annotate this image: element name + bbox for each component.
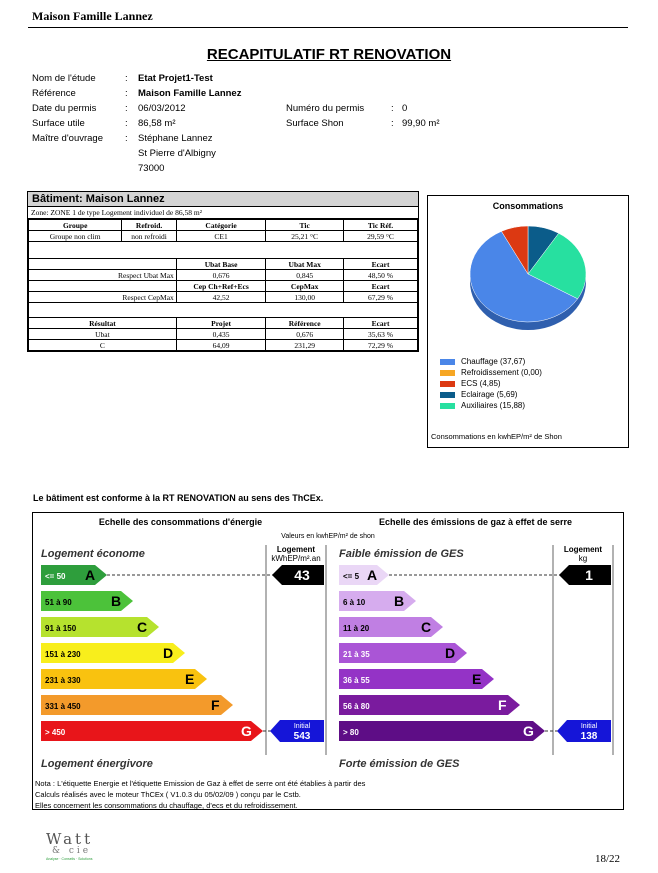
cell-label: Respect Ubat Max — [29, 270, 177, 281]
rating-range: 36 à 55 — [343, 676, 370, 685]
shon-label: Surface Shon — [286, 118, 344, 129]
rating-range: 51 à 90 — [45, 598, 72, 607]
date-value: 06/03/2012 — [138, 103, 186, 114]
rating-range: 56 à 80 — [343, 702, 370, 711]
scale-bottom-label: Logement énergivore — [41, 758, 153, 770]
labels-panel — [32, 512, 624, 810]
th-ecart: Ecart — [344, 259, 418, 270]
rating-letter: G — [241, 723, 252, 739]
logo-line2: & cie — [52, 846, 92, 856]
surf-value: 86,58 m² — [138, 118, 176, 129]
rating-letter: F — [498, 697, 507, 713]
rating-range: > 80 — [343, 728, 359, 737]
legend-label: Chauffage (37,67) — [461, 357, 526, 366]
batiment-table — [27, 191, 419, 352]
cell: 42,52 — [176, 292, 265, 303]
rating-scales — [33, 543, 623, 775]
units-label: Valeurs en kwhEP/m² de shon — [281, 533, 375, 540]
conformity-statement: Le bâtiment est conforme à la RT RENOVATION au sens des ThCEx. — [33, 493, 324, 503]
rating-letter: A — [85, 567, 96, 583]
rating-letter: D — [163, 645, 174, 661]
scale-top-label: Logement économe — [41, 548, 145, 560]
surf-label: Surface utile — [32, 118, 85, 129]
ref-label: Référence — [32, 88, 76, 99]
cell: C — [29, 340, 177, 351]
chart-legend — [440, 356, 542, 411]
spacer-row — [29, 242, 418, 259]
cell: 64,09 — [176, 340, 265, 351]
current-value: 1 — [585, 567, 593, 583]
th-ubat-base: Ubat Base — [176, 259, 265, 270]
cell: Ubat — [29, 329, 177, 340]
initial-label: Initial — [580, 723, 598, 730]
date-label: Date du permis — [32, 103, 97, 114]
th-refroid: Refroid. — [122, 220, 176, 231]
rating-letter: F — [211, 697, 220, 713]
rating-letter: C — [137, 619, 148, 635]
footnote — [35, 778, 365, 811]
th-reference: Référence — [266, 318, 344, 329]
cell: 35,63 % — [344, 329, 418, 340]
cell — [29, 281, 177, 292]
th-ecart: Ecart — [344, 281, 418, 292]
legend-label: Eclairage (5,69) — [461, 390, 518, 399]
col-head1: Logement — [276, 545, 316, 554]
sep: : — [125, 73, 128, 84]
footnote-line2: Calculs réalisés avec le moteur ThCEx ( V1.0.3 du 05/02/09 ) conçu par le Cstb. — [35, 790, 301, 799]
th-projet: Projet — [176, 318, 265, 329]
chart-note: Consommations en kwhEP/m² de Shon — [431, 432, 562, 441]
footnote-line1: Nota : L'étiquette Energie et l'étiquette Emission de Gaz à effet de serre ont été établies à partir des — [35, 779, 366, 788]
rating-range: <= 5 — [343, 572, 360, 581]
legend-swatch — [440, 403, 455, 409]
legend-swatch — [440, 359, 455, 365]
cell: 0,845 — [266, 270, 344, 281]
rating-letter: E — [185, 671, 195, 687]
pie-chart — [428, 214, 628, 364]
legend-swatch — [440, 392, 455, 398]
cell: 72,29 % — [344, 340, 418, 351]
logo-tagline: Analyse · Conseils · Solutions — [46, 857, 93, 861]
initial-value: 543 — [293, 731, 311, 742]
th-ticref: Tic Réf. — [344, 220, 418, 231]
th-cepmax: CepMax — [266, 281, 344, 292]
cell: 130,00 — [266, 292, 344, 303]
rating-letter: B — [394, 593, 405, 609]
page-title: RECAPITULATIF RT RENOVATION — [206, 46, 452, 63]
rating-letter: C — [421, 619, 432, 635]
consommations-panel — [427, 195, 629, 448]
current-value: 43 — [294, 567, 310, 583]
logo-line1: Watt — [46, 830, 94, 848]
rating-range: 21 à 35 — [343, 650, 370, 659]
legend-item — [440, 356, 542, 367]
col-head2: kg — [578, 554, 588, 563]
cell: 29,59 °C — [344, 231, 418, 242]
rating-letter: G — [523, 723, 534, 739]
rating-range: 231 à 330 — [45, 676, 81, 685]
mo-label: Maître d'ouvrage — [32, 133, 103, 144]
header-divider — [28, 27, 628, 28]
sep: : — [125, 88, 128, 99]
footnote-line3: Elles concernent les consommations du chauffage, d'ecs et du refroidissement. — [35, 801, 298, 810]
company-logo — [46, 830, 93, 861]
rating-range: > 450 — [45, 728, 66, 737]
col-head2: kWhEP/m².an — [271, 554, 321, 563]
cell: 231,29 — [266, 340, 344, 351]
th-categorie: Catégorie — [176, 220, 265, 231]
th-ubat-max: Ubat Max — [266, 259, 344, 270]
cell: 25,21 °C — [266, 231, 344, 242]
rating-letter: A — [367, 567, 378, 583]
batiment-title: Bâtiment: Maison Lannez — [28, 192, 418, 207]
page-number: 18/22 — [594, 853, 620, 865]
rating-range: 11 à 20 — [343, 624, 370, 633]
num-label: Numéro du permis — [286, 103, 365, 114]
chart-title: Consommations — [492, 201, 564, 211]
rating-range: 91 à 150 — [45, 624, 77, 633]
energy-scale-title: Echelle des consommations d'énergie — [98, 517, 263, 527]
rating-range: 331 à 450 — [45, 702, 81, 711]
th-tic: Tic — [266, 220, 344, 231]
col-head1: Logement — [563, 545, 603, 554]
study-info — [32, 73, 632, 178]
rating-letter: B — [111, 593, 122, 609]
legend-swatch — [440, 381, 455, 387]
ges-scale-title: Echelle des émissions de gaz à effet de serre — [378, 517, 573, 527]
legend-item — [440, 389, 542, 400]
legend-swatch — [440, 370, 455, 376]
cell-label: Respect CepMax — [29, 292, 177, 303]
sep: : — [125, 118, 128, 129]
th-cep: Cep Ch+Ref+Ecs — [176, 281, 265, 292]
document-header-title: Maison Famille Lannez — [32, 9, 153, 23]
initial-label: Initial — [293, 723, 311, 730]
nom-label: Nom de l'étude — [32, 73, 96, 84]
cell: CE1 — [176, 231, 265, 242]
zone-line: Zone: ZONE 1 de type Logement individuel de 86,58 m² — [28, 207, 418, 219]
cell: 0,676 — [266, 329, 344, 340]
rating-range: 151 à 230 — [45, 650, 81, 659]
cell: Groupe non clim — [29, 231, 122, 242]
rating-bar — [339, 721, 545, 741]
rating-bar — [41, 721, 263, 741]
sep: : — [391, 103, 394, 114]
batiment-grid — [28, 219, 418, 351]
rating-range: <= 50 — [45, 572, 66, 581]
th-resultat: Résultat — [29, 318, 177, 329]
legend-label: ECS (4,85) — [461, 379, 501, 388]
rating-letter: E — [472, 671, 482, 687]
cell: 67,29 % — [344, 292, 418, 303]
ref-value: Maison Famille Lannez — [138, 88, 242, 99]
legend-item — [440, 400, 542, 411]
legend-label: Refroidissement (0,00) — [461, 368, 542, 377]
legend-label: Auxiliaires (15,88) — [461, 401, 526, 410]
spacer-row — [29, 303, 418, 318]
legend-item — [440, 367, 542, 378]
mo-line3: 73000 — [138, 163, 165, 174]
shon-value: 99,90 m² — [402, 118, 440, 129]
cell: 48,50 % — [344, 270, 418, 281]
legend-item — [440, 378, 542, 389]
cell: non refroidi — [122, 231, 176, 242]
sep: : — [125, 103, 128, 114]
scale-top-label: Faible émission de GES — [339, 548, 464, 560]
scale-bottom-label: Forte émission de GES — [339, 758, 460, 770]
cell: 0,676 — [176, 270, 265, 281]
mo-line1: Stéphane Lannez — [138, 133, 213, 144]
num-value: 0 — [402, 103, 408, 114]
sep: : — [391, 118, 394, 129]
initial-value: 138 — [580, 731, 598, 742]
mo-line2: St Pierre d'Albigny — [138, 148, 216, 159]
cell — [29, 259, 177, 270]
cell: 0,435 — [176, 329, 265, 340]
th-ecart: Ecart — [344, 318, 418, 329]
rating-letter: D — [445, 645, 456, 661]
rating-range: 6 à 10 — [343, 598, 366, 607]
nom-value: Etat Projet1-Test — [138, 73, 213, 84]
th-groupe: Groupe — [29, 220, 122, 231]
sep: : — [125, 133, 128, 144]
